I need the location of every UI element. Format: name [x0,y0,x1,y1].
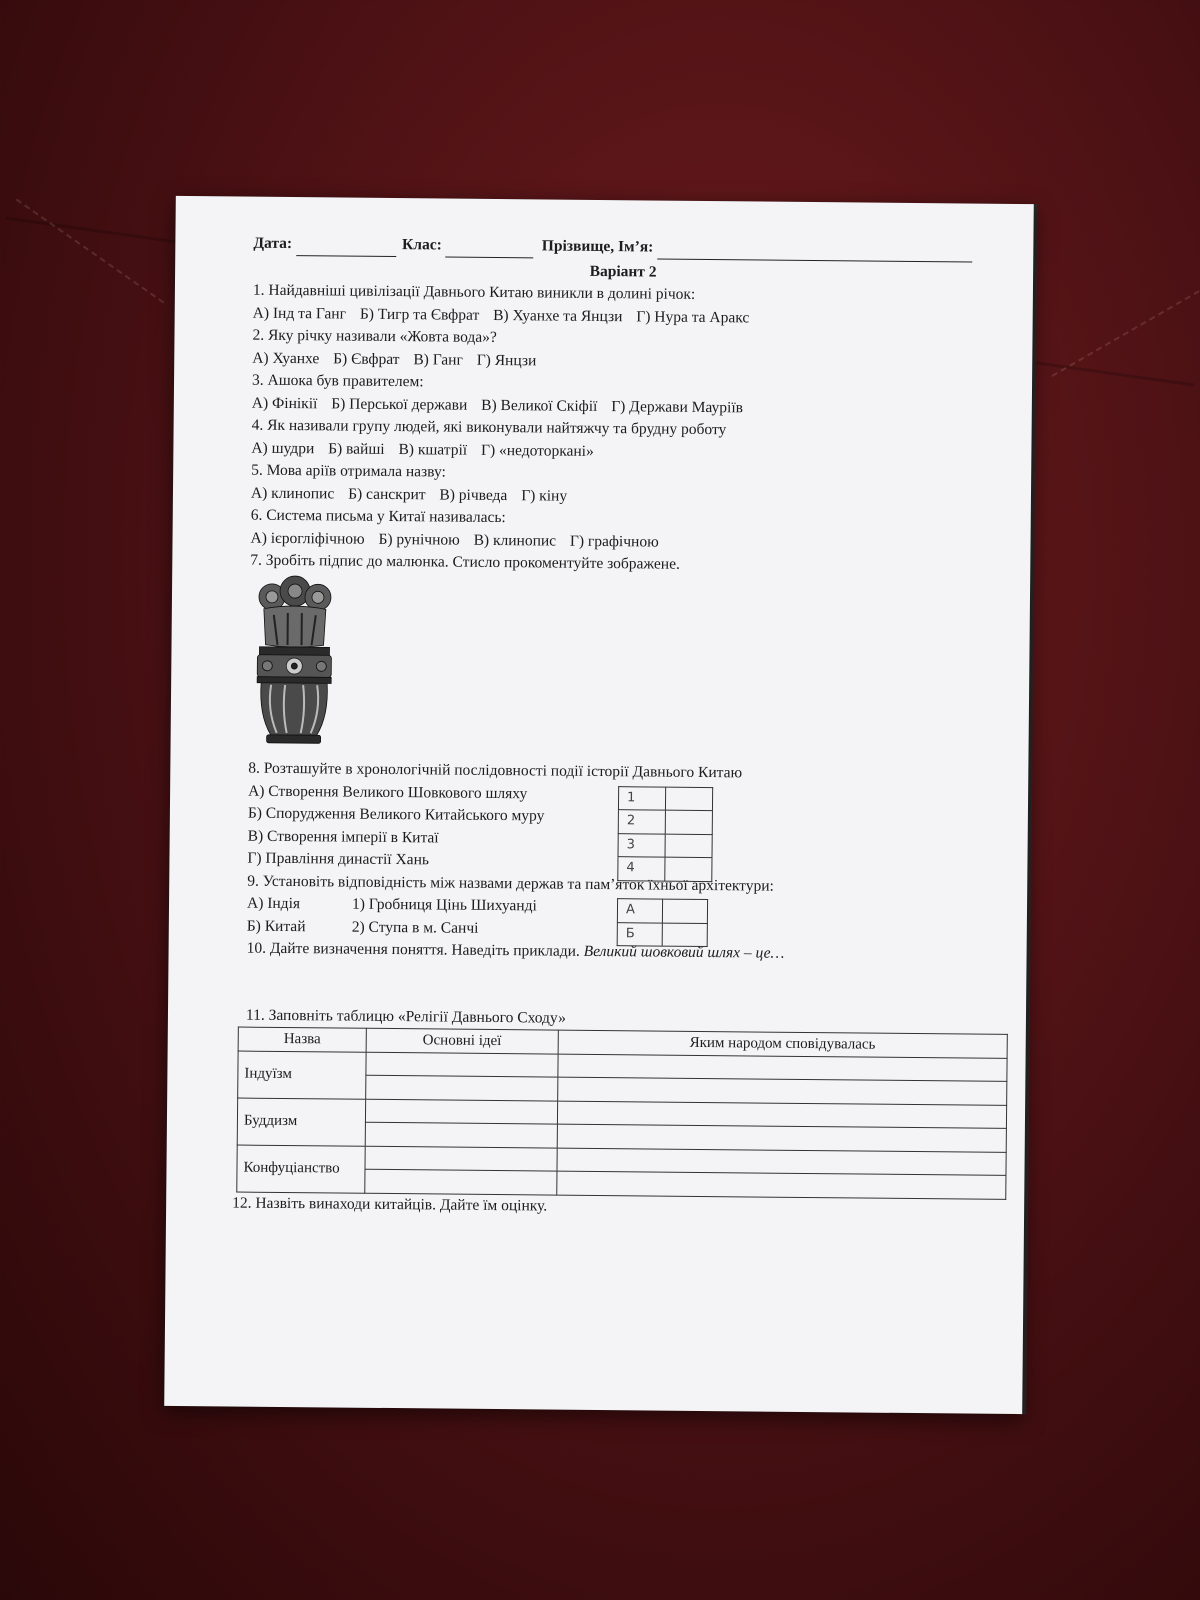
question-8: 8. Розташуйте в хронологічній послідовності події історії Давнього Китаю [248,759,743,782]
state-item: А) Індія [246,894,301,913]
question-10-term: Великий шовковий шлях – це… [583,942,785,962]
option[interactable]: Г) «недоторкані» [480,441,594,460]
test-sheet [164,196,1034,1414]
option[interactable]: Б) рунічною [378,530,460,549]
question-9-body [247,893,987,945]
answer-cell[interactable] [665,810,712,834]
option[interactable]: А) Хуанхе [252,349,320,367]
grid-letter: А [617,899,662,923]
event-item: А) Створення Великого Шовкового шляху [248,782,528,802]
question-5: 5. Мова аріїв отримала назву: [251,461,446,481]
monument-item: 2) Ступа в м. Санчі [351,918,479,937]
question-3: 3. Ашока був правителем: [251,371,424,391]
option[interactable]: В) Хуанхе та Янцзи [493,306,623,325]
option[interactable]: Г) Нура та Аракс [636,307,750,326]
option[interactable]: Г) Янцзи [476,351,537,369]
leather-stitching [1052,285,1200,377]
question-11: 11. Заповніть таблицю «Релігії Давнього Сходу» [245,1006,566,1027]
table-cell[interactable] [365,1169,557,1194]
answer-cell[interactable] [665,857,712,881]
event-item: Б) Спорудження Великого Китайського муру [247,804,545,825]
option[interactable]: В) Великої Скіфії [481,396,598,415]
option[interactable]: В) клинопис [473,531,557,550]
religions-table [236,1027,1008,1200]
leather-stitching [16,199,165,304]
option[interactable]: В) кшатрії [398,440,468,459]
monument-item: 1) Гробниця Цінь Шихуанді [351,895,537,915]
answer-cell[interactable] [662,923,707,947]
name-field[interactable] [657,242,972,262]
question-1: 1. Найдавніші цивілізації Давнього Китаю виникли в долині річок: [252,281,696,303]
option[interactable]: Б) санскрит [348,485,426,503]
event-item: Г) Правління династії Хань [247,849,430,869]
option[interactable]: Б) Перської держави [331,394,468,414]
table-cell[interactable] [365,1122,557,1147]
religion-name: Буддизм [237,1098,365,1146]
option[interactable]: Г) кіну [521,486,568,505]
answer-cell[interactable] [662,899,707,923]
grid-number: 2 [618,810,665,834]
column-header: Яким народом сповідувалась [558,1030,1008,1058]
match-answer-grid [617,898,708,947]
lion-capital-image [249,574,341,747]
question-2: 2. Яку річку називали «Жовта вода»? [252,326,497,346]
option[interactable]: А) Інд та Ганг [252,304,347,323]
table-cell[interactable] [366,1052,558,1077]
option[interactable]: А) Фінікії [251,394,318,412]
variant-title: Варіант 2 [589,262,657,281]
religion-name: Конфуціанство [237,1145,365,1193]
option[interactable]: Б) Євфрат [333,349,400,368]
table-cell[interactable] [365,1099,557,1124]
question-10-text: 10. Дайте визначення поняття. Наведіть приклади. [246,939,580,960]
date-field[interactable] [296,239,396,257]
column-header: Основні ідеї [366,1028,558,1053]
grid-number: 4 [618,857,665,881]
option[interactable]: Б) Тигр та Євфрат [359,305,480,324]
state-item: Б) Китай [246,917,306,935]
option[interactable]: В) річведа [439,485,508,504]
name-label: Прізвище, Ім’я: [541,237,654,256]
option[interactable]: А) шудри [251,439,315,457]
question-4: 4. Як називали групу людей, які виконували найтяжчу та брудну роботу [251,416,727,439]
answer-cell[interactable] [665,787,712,811]
question-12: 12. Назвіть винаходи китайців. Дайте їм оцінку. [232,1193,548,1215]
grid-number: 3 [618,833,665,857]
sheet-content [232,233,993,1222]
question-8-body [247,780,988,877]
grid-letter: Б [617,922,662,946]
table-cell[interactable] [365,1146,557,1171]
option[interactable]: А) клинопис [250,484,335,502]
class-label: Клас: [402,236,442,254]
class-field[interactable] [446,240,534,258]
date-label: Дата: [253,234,293,253]
religion-name: Індуїзм [238,1051,366,1099]
order-answer-grid [617,786,713,882]
answer-cell[interactable] [665,834,712,858]
question-6: 6. Система письма у Китаї називалась: [250,506,506,527]
option[interactable]: В) Ганг [413,350,463,369]
option[interactable]: Г) графічною [569,532,659,551]
table-cell[interactable] [556,1171,1006,1199]
option[interactable]: А) ієрогліфічною [250,529,365,548]
option[interactable]: Г) Держави Мауріїв [611,397,744,416]
question-7: 7. Зробіть підпис до малюнка. Стисло прокоментуйте зображене. [250,551,680,573]
option[interactable]: Б) вайші [328,439,385,458]
event-item: В) Створення імперії в Китаї [247,827,439,846]
grid-number: 1 [618,786,665,810]
question-9: 9. Установіть відповідність між назвами держав та пам’яток їхньої архітектури: [247,872,774,895]
answer-space[interactable] [246,960,986,1011]
column-header: Назва [238,1027,366,1052]
table-cell[interactable] [366,1075,558,1100]
